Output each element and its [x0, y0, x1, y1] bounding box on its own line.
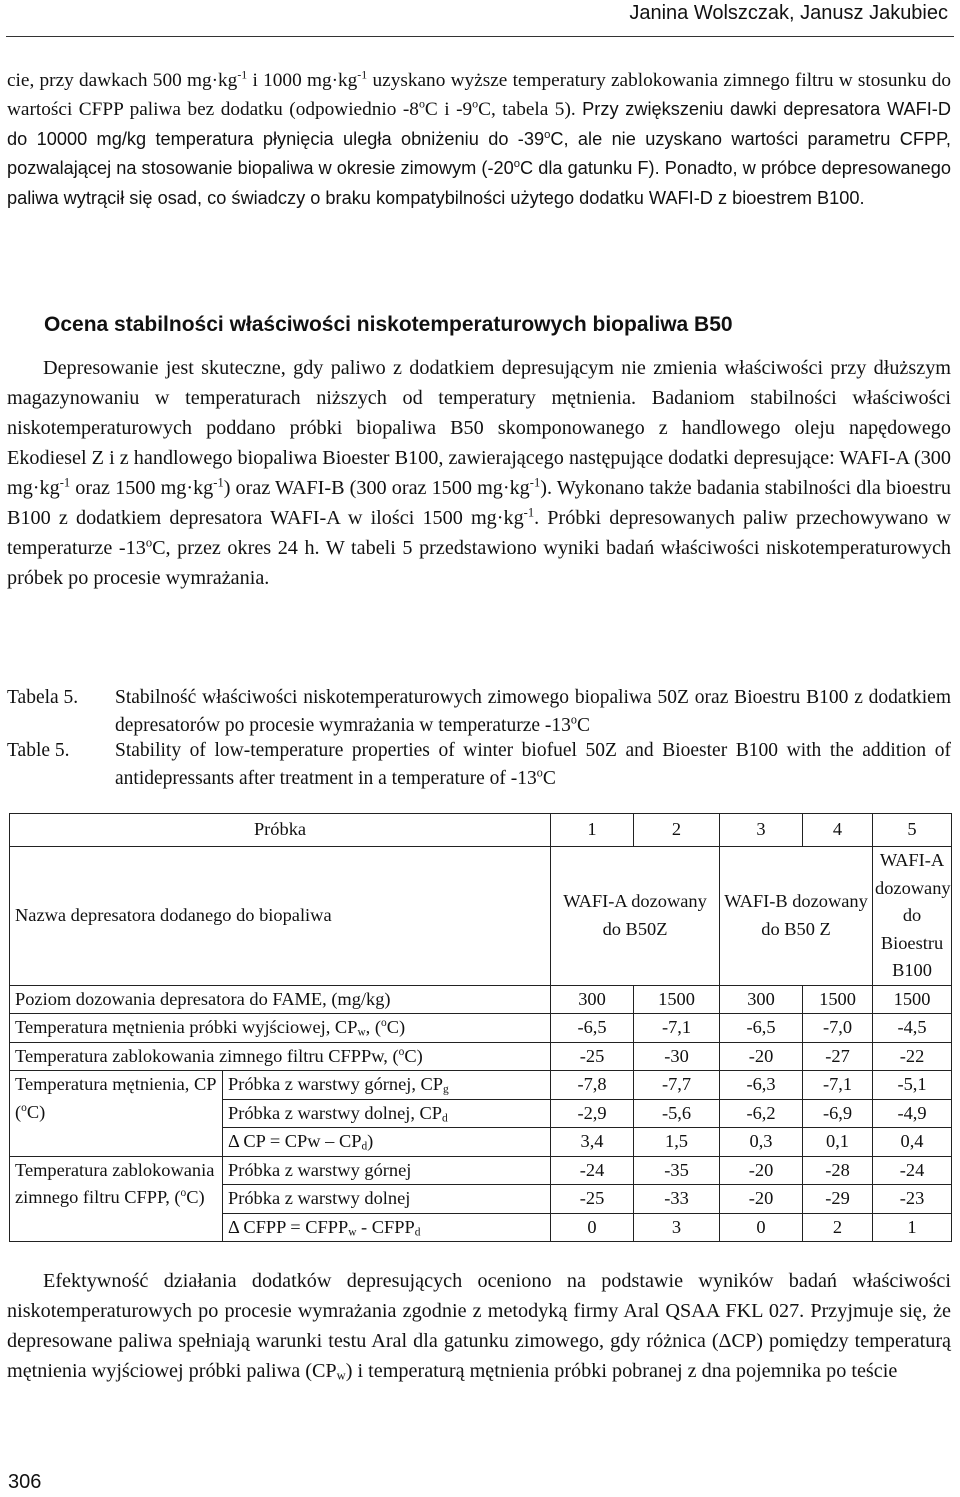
table-row [10, 1156, 952, 1185]
sample-number: 4 [803, 814, 873, 847]
table-cell: 1500 [803, 985, 873, 1014]
cfpp-bottom-label-cell: Próbka z warstwy dolnej [223, 1185, 551, 1214]
paragraph-efficiency: Efektywność działania dodatków depresujących oceniono na podstawie wyników badań właściwości niskotemperaturowych po procesie wymrażania zgodnie z metodyką firmy Aral QSAA FKL 027. Przyjmuje się, że depresowane paliwa spełniają warunki testu Aral dla gatunku zimowego, gdy różnica (ΔCP) pomiędzy temperaturą mętnienia wyjściowej próbki paliwa $(CP_w)$ i temperaturą mętnienia próbki pobranej z dna pojemnika po teście [7, 1270, 951, 1383]
table-cell: -20 [720, 1042, 803, 1071]
depressant-label-cell: Nazwa depresatora dodanego do biopaliwa [10, 847, 551, 986]
table-cell: 3 [634, 1213, 720, 1242]
table-cell: -7,8 [551, 1071, 634, 1100]
table-cell: -6,5 [551, 1014, 634, 1043]
header-divider [6, 36, 954, 37]
table-cell: -35 [634, 1156, 720, 1185]
cfpp-group-label-cell: Temperatura zablokowania zimnego filtru CFPP, ($^o$C) [10, 1156, 223, 1242]
cp-group-label-cell: Temperatura mętnienia, CP ($^o$C) [10, 1071, 223, 1157]
table-cell: -23 [873, 1185, 952, 1214]
paragraph-stability: Depresowanie jest skuteczne, gdy paliwo z dodatkiem depresującym nie zmienia właściwości przy dłuższym magazynowaniu w temperaturach niższych od temperatury mętnienia. Badaniom stabilności właściwości niskotemperaturowych poddano próbki biopaliwa B50 skomponowanego z handlowego oleju napędowego Ekodiesel Z i z handlowego biopaliwa Bioester B100, zawierającego następujące dodatki depresujące: WAFI-A (300 $mg\cdot kg^{-1}$ oraz 1500 $mg\cdot kg^{-1}$) oraz WAFI-B (300 oraz 1500 $mg\cdot kg^{-1}$). Wykonano także badania stabilności dla bioestru B100 z dodatkiem depresatora WAFI-A w ilości 1500 $mg\cdot kg^{-1}$. Próbki depresowanych paliw przechowywano w temperaturze -13$^o$C, przez okres 24 h. W tabeli 5 przedstawiono wyniki badań właściwości niskotemperaturowych próbek po procesie wymrażania. [7, 357, 951, 589]
table-cell: -4,5 [873, 1014, 952, 1043]
table-cell: 1 [873, 1213, 952, 1242]
dose-label-cell: Poziom dozowania depresatora do FAME, (mg/kg) [10, 985, 551, 1014]
table-cell: -5,1 [873, 1071, 952, 1100]
table-cell: 0,1 [803, 1128, 873, 1157]
cp-delta-label-cell: Δ CP = CPw – $CP_d$) [223, 1128, 551, 1157]
sample-number: 1 [551, 814, 634, 847]
table-cell: 3,4 [551, 1128, 634, 1157]
depressant-name-cell: WAFI-B dozowany do B50 Z [720, 847, 873, 986]
table-cell: -24 [873, 1156, 952, 1185]
section-heading: Ocena stabilności właściwości niskotemperaturowych biopaliwa B50 [44, 313, 733, 336]
table-cell: -22 [873, 1042, 952, 1071]
table-cell: -20 [720, 1185, 803, 1214]
caption-text-pl: Stabilność właściwości niskotemperaturowych zimowego biopaliwa 50Z oraz Bioestru B100 z dodatkiem depresatorów po procesie wymrażania w temperaturze -13$^o$C [115, 687, 951, 736]
caption-label-pl: Tabela 5. [7, 687, 79, 708]
cp-initial-label-cell: Temperatura mętnienia próbki wyjściowej, $CP_w$, ($^o$C) [10, 1014, 551, 1043]
table-cell: -7,1 [803, 1071, 873, 1100]
running-header-authors: Janina Wolszczak, Janusz Jakubiec [629, 2, 948, 24]
table-cell: -2,9 [551, 1099, 634, 1128]
table-cell: 300 [720, 985, 803, 1014]
table-cell: -25 [551, 1042, 634, 1071]
table-cell: 1500 [634, 985, 720, 1014]
paragraph-intro: cie, przy dawkach 500 $mg\cdot kg^{-1}$ i 1000 $mg\cdot kg^{-1}$ uzyskano wyższe temperatury zablokowania zimnego filtru w stosunku do wartości CFPP paliwa bez dodatku (odpowiednio -8$^o$C i -9$^o$C, tabela 5). Przy zwiększeniu dawki depresatora WAFI-D do 10000 mg/kg temperatura płynięcia uległa obniżeniu do -39$^o$C, ale nie uzyskano wartości parametru CFPP, pozwalającej na stosowanie biopaliwa w okresie zimowym (-20$^o$C dla gatunku F). Ponadto, w próbce depresowanego paliwa wytrącił się osad, co świadczy o braku kompatybilności użytego dodatku WAFI-D z bioestrem B100. [7, 67, 951, 208]
table-cell: -7,1 [634, 1014, 720, 1043]
sample-header-cell: Próbka [10, 814, 551, 847]
table-cell: -28 [803, 1156, 873, 1185]
cp-top-label-cell: Próbka z warstwy górnej, $CP_g$ [223, 1071, 551, 1100]
table-cell: -27 [803, 1042, 873, 1071]
table-cell: 300 [551, 985, 634, 1014]
table-cell: 1500 [873, 985, 952, 1014]
table-row [10, 1014, 952, 1043]
table-cell: -5,6 [634, 1099, 720, 1128]
cfpp-delta-label-cell: Δ CFPP = $CFPP_w$ - $CFPP_d$ [223, 1213, 551, 1242]
table-cell: 2 [803, 1213, 873, 1242]
depressant-name-cell: WAFI-A dozowany do B50Z [551, 847, 720, 986]
table-cell: 1,5 [634, 1128, 720, 1157]
table-cell: -29 [803, 1185, 873, 1214]
table-cell: -4,9 [873, 1099, 952, 1128]
table-cell: -7,7 [634, 1071, 720, 1100]
table-cell: -7,0 [803, 1014, 873, 1043]
page-number: 306 [8, 1471, 42, 1493]
table-row [10, 985, 952, 1014]
table-cell: 0,4 [873, 1128, 952, 1157]
table-cell: -6,2 [720, 1099, 803, 1128]
table-row [10, 847, 952, 986]
table-cell: 0,3 [720, 1128, 803, 1157]
table-cell: 0 [720, 1213, 803, 1242]
sample-number: 5 [873, 814, 952, 847]
cfpp-initial-label-cell: Temperatura zablokowania zimnego filtru CFPPw, ($^o$C) [10, 1042, 551, 1071]
table-cell: -33 [634, 1185, 720, 1214]
table-cell: -24 [551, 1156, 634, 1185]
caption-label-en: Table 5. [7, 740, 70, 761]
table-row [10, 1042, 952, 1071]
table-row [10, 814, 952, 847]
table-cell: -25 [551, 1185, 634, 1214]
table-cell: 0 [551, 1213, 634, 1242]
table-cell: -6,9 [803, 1099, 873, 1128]
cfpp-top-label-cell: Próbka z warstwy górnej [223, 1156, 551, 1185]
depressant-name-cell: WAFI-A dozowany do Bioestru B100 [873, 847, 952, 986]
results-table [9, 813, 952, 1242]
sample-number: 3 [720, 814, 803, 847]
caption-text-en: Stability of low-temperature properties of winter biofuel 50Z and Bioester B100 with the addition of antidepressants after treatment in a temperature of -13$^o$C [115, 740, 951, 789]
sample-number: 2 [634, 814, 720, 847]
cp-bottom-label-cell: Próbka z warstwy dolnej, $CP_d$ [223, 1099, 551, 1128]
table-cell: -6,3 [720, 1071, 803, 1100]
table-cell: -30 [634, 1042, 720, 1071]
table-cell: -20 [720, 1156, 803, 1185]
table-cell: -6,5 [720, 1014, 803, 1043]
table-row [10, 1071, 952, 1100]
